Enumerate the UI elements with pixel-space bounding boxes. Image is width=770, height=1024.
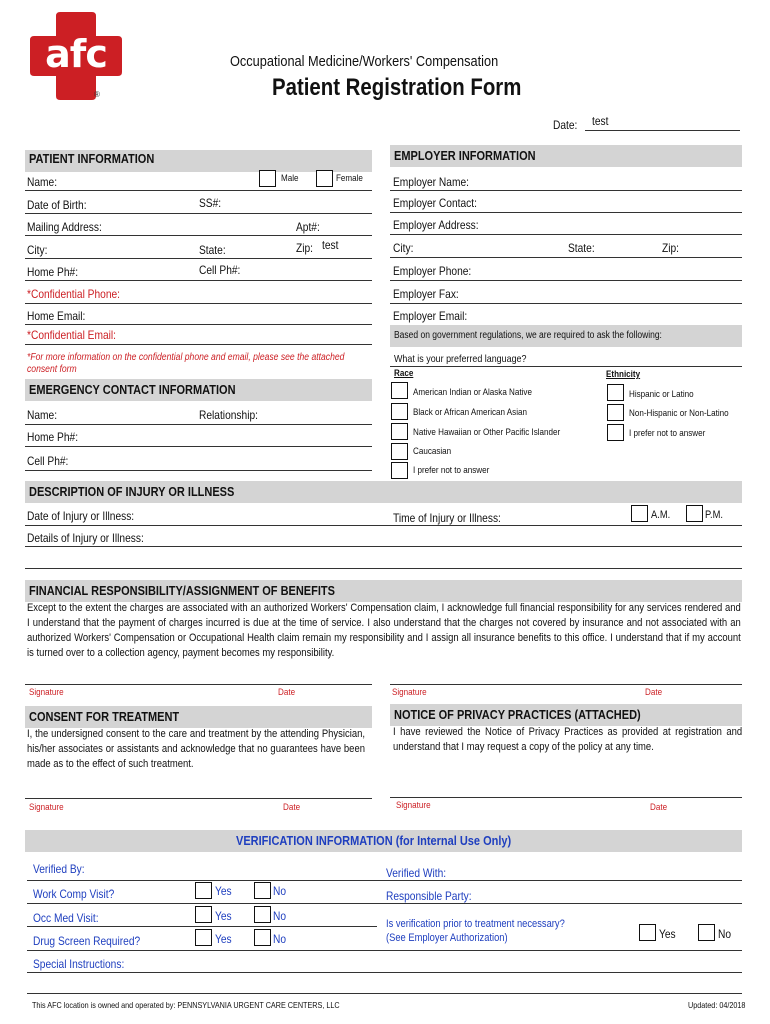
footer-updated: Updated: 04/2018 [688,1000,746,1010]
ethnicity-checkbox-prefer-not[interactable] [607,424,624,441]
financial-date-label: Date [278,687,296,698]
race-label-american-indian: American Indian or Alaska Native [413,387,532,398]
privacy-date-label: Date [650,802,668,813]
race-checkbox-black-asian[interactable] [391,403,408,420]
financial-date-label-2: Date [645,687,663,698]
work-comp-no-label: No [273,884,287,898]
injury-time-label: Time of Injury or Illness: [393,511,501,525]
occ-med-yes-label: Yes [215,909,232,923]
patient-name-label: Name: [27,175,58,189]
home-phone-label: Home Ph#: [27,265,79,279]
prior-no-checkbox[interactable] [698,924,715,941]
emergency-heading: EMERGENCY CONTACT INFORMATION [29,383,236,397]
ethnicity-label-non-hispanic: Non-Hispanic or Non-Latino [629,408,729,419]
prior-verification-line2: (See Employer Authorization) [386,932,508,944]
verified-with-label: Verified With: [386,866,447,880]
verification-heading: VERIFICATION INFORMATION (for Internal Use Only) [236,834,512,848]
female-checkbox[interactable] [316,170,333,187]
ethnicity-label-hispanic: Hispanic or Latino [629,389,694,400]
ssn-label: SS#: [199,196,222,210]
race-checkbox-native-hawaiian[interactable] [391,423,408,440]
employer-info-heading: EMPLOYER INFORMATION [394,149,536,163]
occ-med-no-checkbox[interactable] [254,906,271,923]
pm-checkbox[interactable] [686,505,703,522]
occ-med-label: Occ Med Visit: [33,911,99,925]
consent-heading: CONSENT FOR TREATMENT [29,710,180,724]
drug-screen-yes-checkbox[interactable] [195,929,212,946]
employer-name-label: Employer Name: [393,175,469,189]
prior-no-label: No [718,927,732,941]
gov-note: Based on government regulations, we are required to ask the following: [394,330,662,341]
am-checkbox[interactable] [631,505,648,522]
employer-phone-label: Employer Phone: [393,264,472,278]
date-value[interactable]: test [592,114,609,128]
city-label: City: [27,243,48,257]
special-instructions-label: Special Instructions: [33,957,125,971]
registered-mark: ® [94,90,100,99]
confidential-phone-label: *Confidential Phone: [27,287,121,301]
race-checkbox-caucasian[interactable] [391,443,408,460]
work-comp-yes-label: Yes [215,884,232,898]
work-comp-label: Work Comp Visit? [33,887,115,901]
form-subtitle: Occupational Medicine/Workers' Compensation [230,54,499,70]
mailing-address-label: Mailing Address: [27,220,102,234]
logo-text: afc [45,32,107,76]
male-checkbox[interactable] [259,170,276,187]
privacy-signature-label: Signature [396,800,431,811]
race-label-black-asian: Black or African American Asian [413,407,528,418]
prior-verification-line1: Is verification prior to treatment necessary? [386,918,565,930]
consent-date-label: Date [283,802,301,813]
race-checkbox-prefer-not[interactable] [391,462,408,479]
employer-fax-label: Employer Fax: [393,287,459,301]
drug-screen-no-label: No [273,932,287,946]
occ-med-yes-checkbox[interactable] [195,906,212,923]
employer-city-label: City: [393,241,414,255]
financial-signature-label-2: Signature [392,687,427,698]
apt-label: Apt#: [296,220,320,234]
prior-yes-checkbox[interactable] [639,924,656,941]
responsible-party-label: Responsible Party: [386,889,472,903]
emergency-home-phone-label: Home Ph#: [27,430,79,444]
ethnicity-checkbox-non-hispanic[interactable] [607,404,624,421]
afc-logo [28,10,124,102]
race-label-caucasian: Caucasian [413,446,452,457]
employer-zip-label: Zip: [662,241,680,255]
home-email-label: Home Email: [27,309,86,323]
financial-signature-label: Signature [29,687,64,698]
ethnicity-label-prefer-not: I prefer not to answer [629,428,706,439]
relationship-label: Relationship: [199,408,258,422]
race-label-native-hawaiian: Native Hawaiian or Other Pacific Islander [413,427,561,438]
am-label: A.M. [651,509,671,521]
emergency-name-label: Name: [27,408,58,422]
financial-heading: FINANCIAL RESPONSIBILITY/ASSIGNMENT OF BENEFITS [29,584,335,598]
occ-med-no-label: No [273,909,287,923]
cell-phone-label: Cell Ph#: [199,263,241,277]
race-heading: Race [394,368,414,379]
employer-contact-label: Employer Contact: [393,196,477,210]
verified-by-label: Verified By: [33,862,85,876]
ethnicity-heading: Ethnicity [606,369,641,380]
privacy-text: I have reviewed the Notice of Privacy Practices as provided at registration and understand that I may request a copy of the policy at any time. [393,726,743,753]
language-label: What is your preferred language? [394,353,527,365]
date-label: Date: [553,118,578,132]
race-label-prefer-not: I prefer not to answer [413,465,490,476]
financial-text: Except to the extent the charges are associated with an authorized Workers' Compensation claim, I acknowledge full financial responsibility for any services rendered and I understand that the payment of charges incurred is due at the time of service. I also understand that the charges not covered by insurance and not associated with an authorized Workers' Compensation or Occupational Health claim remain my responsibility and I assign all insurance benefits to this office. I understand that if my account is turned over to a collection agency, payment becomes my responsibility. [27,602,741,659]
confidential-email-label: *Confidential Email: [27,328,117,342]
prior-yes-label: Yes [659,927,676,941]
form-title: Patient Registration Form [272,74,522,101]
privacy-heading: NOTICE OF PRIVACY PRACTICES (ATTACHED) [394,708,641,722]
female-label: Female [336,173,363,184]
emergency-cell-phone-label: Cell Ph#: [27,454,69,468]
injury-date-label: Date of Injury or Illness: [27,509,135,523]
consent-text: I, the undersigned consent to the care and treatment by the attending Physician, his/her associates or assistants and acknowledge that no guarantees have been made as to the effect of such treatment. [27,728,365,770]
employer-address-label: Employer Address: [393,218,479,232]
drug-screen-label: Drug Screen Required? [33,934,141,948]
confidential-note: *For more information on the confidential phone and email, please see the attached consent form [27,352,345,375]
employer-email-label: Employer Email: [393,309,468,323]
zip-label: Zip: [296,241,314,255]
ethnicity-checkbox-hispanic[interactable] [607,384,624,401]
work-comp-no-checkbox[interactable] [254,882,271,899]
zip-value[interactable]: test [322,238,339,252]
race-checkbox-american-indian[interactable] [391,382,408,399]
drug-screen-no-checkbox[interactable] [254,929,271,946]
pm-label: P.M. [705,509,724,521]
footer-ownership: This AFC location is owned and operated by: PENNSYLVANIA URGENT CARE CENTERS, LLC [32,1000,340,1010]
drug-screen-yes-label: Yes [215,932,232,946]
male-label: Male [281,173,299,184]
work-comp-yes-checkbox[interactable] [195,882,212,899]
injury-details-label: Details of Injury or Illness: [27,531,144,545]
dob-label: Date of Birth: [27,198,87,212]
employer-state-label: State: [568,241,595,255]
state-label: State: [199,243,226,257]
patient-info-heading: PATIENT INFORMATION [29,152,155,166]
injury-heading: DESCRIPTION OF INJURY OR ILLNESS [29,485,235,499]
consent-signature-label: Signature [29,802,64,813]
